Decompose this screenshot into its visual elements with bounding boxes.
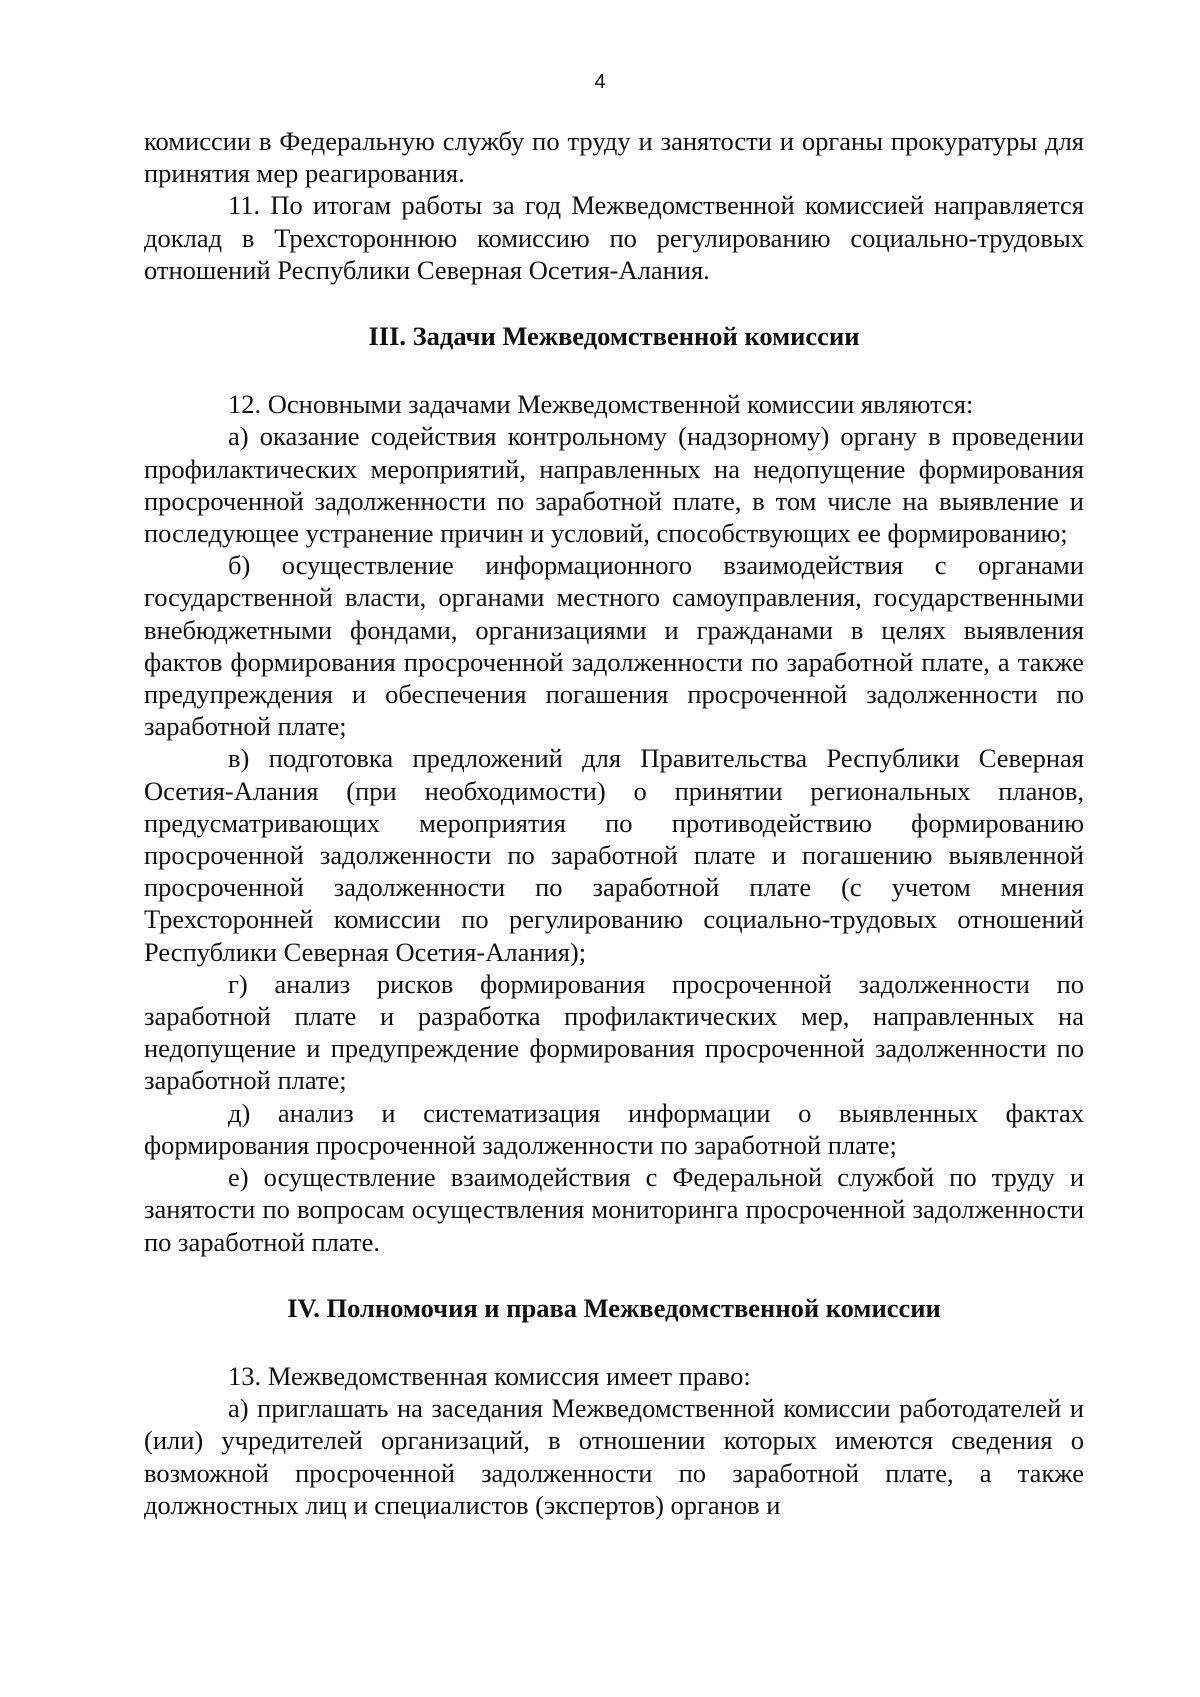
section-4-heading: IV. Полномочия и права Межведомственной комиссии xyxy=(287,1292,941,1323)
paragraph-13-a: а) приглашать на заседания Межведомственной комиссии работодателей и (или) учредителей организаций, в отношении которых имеются сведения о возможной просроченной задолженности по заработной плате, а также должностных лиц и специалистов (экспертов) органов и xyxy=(144,1393,1084,1520)
paragraph-12: 12. Основными задачами Межведомственной комиссии являются: xyxy=(228,389,974,420)
paragraph-12-g: г) анализ рисков формирования просроченной задолженности по заработной плате и разработка профилактических мер, направленных на недопущение и предупреждение формирования просроченной задолженности по заработной плате; xyxy=(144,968,1084,1096)
paragraph-12-b: б) осуществление информационного взаимодействия с органами государственной власти, органами местного самоуправления, государственными внебюджетными фондами, организациями и гражданами в целях выявления фактов формирования просроченной задолженности по заработной плате, а также предупреждения и обеспечения погашения просроченной задолженности по заработной плате; xyxy=(144,550,1084,742)
paragraph-12-e: е) осуществление взаимодействия с Федеральной службой по труду и занятости по вопросам осуществления мониторинга просроченной задолженности по заработной плате. xyxy=(144,1162,1084,1257)
paragraph-12-d: д) анализ и систематизация информации о выявленных фактах формирования просроченной задолженности по заработной плате; xyxy=(144,1097,1084,1160)
document-body xyxy=(144,125,1084,1521)
paragraph-11: 11. По итогам работы за год Межведомственной комиссией направляется доклад в Трехстороннюю комиссию по регулированию социально-трудовых отношений Республики Северная Осетия-Алания. xyxy=(144,190,1084,285)
paragraph-12-v: в) подготовка предложений для Правительства Республики Северная Осетия-Алания (при необходимости) о принятии региональных планов, предусматривающих мероприятия по противодействию формированию просроченной задолженности по заработной плате и погашению выявленной просроченной задолженности по заработной плате (с учетом мнения Трехсторонней комиссии по регулированию социально-трудовых отношений Республики Северная Осетия-Алания); xyxy=(144,743,1084,967)
section-3-heading: III. Задачи Межведомственной комиссии xyxy=(368,321,860,352)
paragraph-continuation: комиссии в Федеральную службу по труду и занятости и органы прокуратуры для принятия мер реагирования. xyxy=(144,126,1084,189)
page-number: 4 xyxy=(594,71,606,93)
paragraph-13: 13. Межведомственная комиссия имеет право: xyxy=(228,1360,751,1391)
paragraph-12-a: а) оказание содействия контрольному (надзорному) органу в проведении профилактических мероприятий, направленных на недопущение формирования просроченной задолженности по заработной плате, в том числе на выявление и последующее устранение причин и условий, способствующих ее формированию; xyxy=(144,421,1084,549)
